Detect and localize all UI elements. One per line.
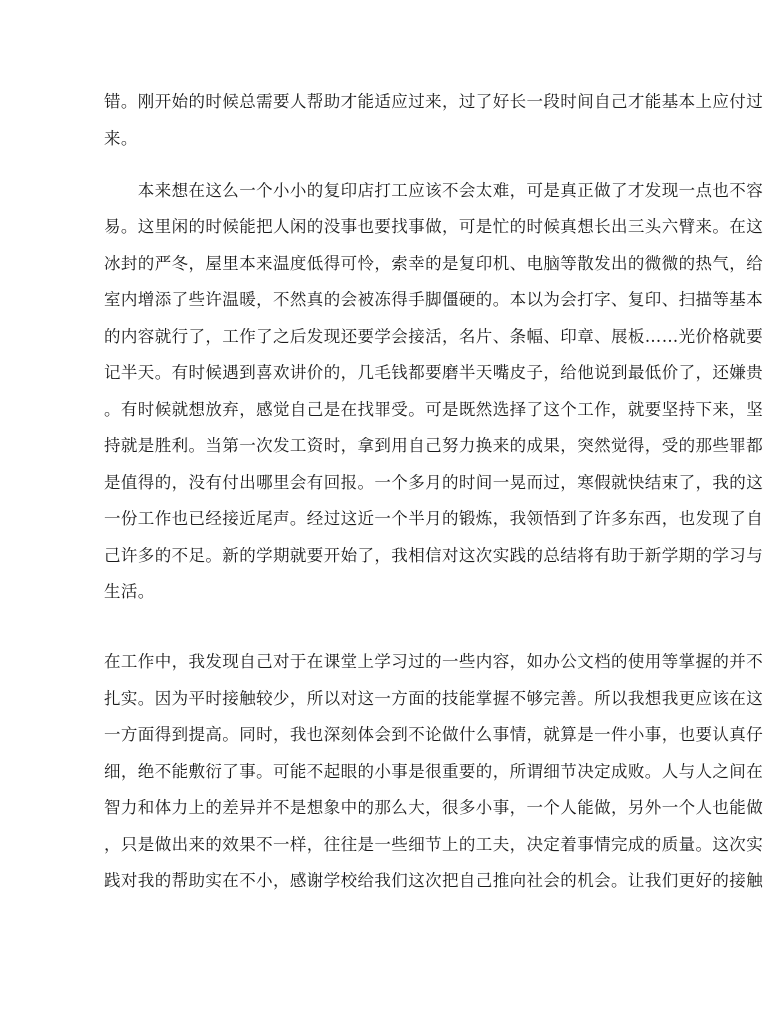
text-line: 一份工作也已经接近尾声。经过这近一个半月的锻炼，我领悟到了许多东西，也发现了自	[104, 509, 763, 528]
text-line: 。有时候就想放弃，感觉自己是在找罪受。可是既然选择了这个工作，就要坚持下来，坚	[104, 400, 763, 419]
text-line: 的内容就行了，工作了之后发现还要学会接活，名片、条幅、印章、展板……光价格就要	[104, 327, 763, 346]
text-line: 智力和体力上的差异并不是想象中的那么大，很多小事，一个人能做，另外一个人也能做	[104, 798, 763, 817]
text-line: 室内增添了些许温暖，不然真的会被冻得手脚僵硬的。本以为会打字、复印、扫描等基本	[104, 290, 763, 309]
text-line: 在工作中，我发现自己对于在课堂上学习过的一些内容，如办公文档的使用等掌握的并不	[104, 652, 763, 671]
text-line: 生活。	[104, 582, 155, 601]
text-line: 持就是胜利。当第一次发工资时，拿到用自己努力换来的成果，突然觉得，受的那些罪都	[104, 436, 763, 455]
text-line: 扎实。因为平时接触较少，所以对这一方面的技能掌握不够完善。所以我想我更应该在这	[104, 689, 763, 708]
text-line: 错。刚开始的时候总需要人帮助才能适应过来，过了好长一段时间自己才能基本上应付过	[104, 92, 763, 111]
text-line: 易。这里闲的时候能把人闲的没事也要找事做，可是忙的时候真想长出三头六臂来。在这	[104, 217, 763, 236]
text-line: 是值得的，没有付出哪里会有回报。一个多月的时间一晃而过，寒假就快结束了，我的这	[104, 473, 763, 492]
text-line: 来。	[104, 129, 138, 148]
text-line: 一方面得到提高。同时，我也深刻体会到不论做什么事情，就算是一件小事，也要认真仔	[104, 725, 763, 744]
text-line: ，只是做出来的效果不一样，往往是一些细节上的工夫，决定着事情完成的质量。这次实	[104, 835, 763, 854]
text-line: 本来想在这么一个小小的复印店打工应该不会太难，可是真正做了才发现一点也不容	[104, 181, 763, 200]
text-line: 记半天。有时候遇到喜欢讲价的，几毛钱都要磨半天嘴皮子，给他说到最低价了，还嫌贵	[104, 363, 763, 382]
text-line: 践对我的帮助实在不小，感谢学校给我们这次把自己推向社会的机会。让我们更好的接触	[104, 871, 763, 890]
text-line: 己许多的不足。新的学期就要开始了，我相信对这次实践的总结将有助于新学期的学习与	[104, 546, 763, 565]
text-line: 冰封的严冬，屋里本来温度低得可怜，索幸的是复印机、电脑等散发出的微微的热气，给	[104, 254, 763, 273]
text-line: 细，绝不能敷衍了事。可能不起眼的小事是很重要的，所谓细节决定成败。人与人之间在	[104, 762, 763, 781]
